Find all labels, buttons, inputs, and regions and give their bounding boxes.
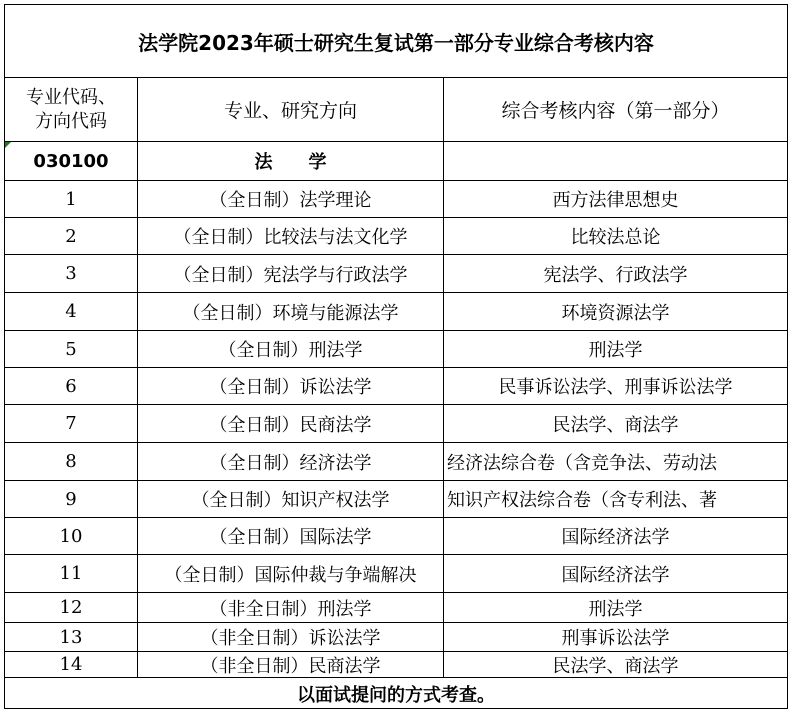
row-direction: （全日制）经济法学 — [138, 443, 444, 480]
table-title: 法学院2023年硕士研究生复试第一部分专业综合考核内容 — [138, 30, 654, 55]
row-content: 经济法综合卷（含竞争法、劳动法 — [447, 452, 717, 474]
table-footer: 以面试提问的方式考查。 — [5, 677, 787, 709]
header-code-line2: 方向代码 — [35, 110, 107, 132]
major-code: 030100 — [5, 142, 138, 180]
row-content: 民事诉讼法学、刑事诉讼法学 — [498, 377, 733, 398]
table-row — [5, 180, 787, 217]
row-number: 14 — [5, 652, 138, 677]
row-content: 民法学、商法学 — [552, 655, 679, 677]
row-number: 1 — [5, 181, 138, 217]
row-number: 3 — [5, 255, 138, 292]
row-number: 2 — [5, 218, 138, 254]
major-name: 法 学 — [138, 142, 444, 180]
row-direction: （全日制）民商法学 — [138, 405, 444, 442]
table-row — [5, 554, 787, 592]
header-direction: 专业、研究方向 — [138, 78, 444, 141]
row-number: 9 — [5, 481, 138, 517]
row-content: 比较法总论 — [570, 227, 661, 248]
row-direction: （全日制）法学理论 — [138, 181, 444, 217]
row-direction: （全日制）知识产权法学 — [138, 481, 444, 517]
major-content — [444, 142, 787, 180]
row-number: 12 — [5, 593, 138, 622]
row-direction: （全日制）宪法学与行政法学 — [138, 255, 444, 292]
row-direction: （全日制）国际仲裁与争端解决 — [138, 555, 444, 592]
table-row — [5, 480, 787, 517]
row-content: 刑事诉讼法学 — [561, 628, 670, 649]
row-content: 国际经济法学 — [561, 564, 670, 586]
row-content: 刑法学 — [588, 340, 643, 361]
table-row — [5, 254, 787, 292]
row-direction: （非全日制）民商法学 — [138, 652, 444, 677]
row-content: 西方法律思想史 — [552, 190, 679, 211]
header-code-line1: 专业代码、 — [26, 86, 116, 108]
table-row — [5, 404, 787, 442]
header-content: 综合考核内容（第一部分） — [501, 100, 730, 122]
table-row — [5, 592, 787, 622]
row-direction: （全日制）诉讼法学 — [138, 368, 444, 404]
table-row — [5, 330, 787, 367]
row-content: 知识产权法综合卷（含专利法、著 — [447, 490, 717, 511]
row-direction: （非全日制）刑法学 — [138, 593, 444, 622]
table-row — [5, 651, 787, 677]
row-number: 10 — [5, 518, 138, 554]
row-direction: （全日制）国际法学 — [138, 518, 444, 554]
row-content: 民法学、商法学 — [552, 414, 679, 436]
header-row — [5, 77, 787, 141]
row-content: 国际经济法学 — [561, 527, 670, 548]
row-direction: （非全日制）诉讼法学 — [138, 623, 444, 651]
table-row — [5, 442, 787, 480]
row-number: 6 — [5, 368, 138, 404]
row-number: 4 — [5, 293, 138, 330]
table-row — [5, 217, 787, 254]
row-number: 5 — [5, 331, 138, 367]
row-number: 11 — [5, 555, 138, 592]
row-number: 13 — [5, 623, 138, 651]
row-content: 刑法学 — [588, 598, 643, 620]
row-number: 7 — [5, 405, 138, 442]
row-content: 宪法学、行政法学 — [543, 264, 688, 286]
header-code — [5, 78, 138, 141]
table-row — [5, 292, 787, 330]
row-direction: （全日制）比较法与法文化学 — [138, 218, 444, 254]
table-row — [5, 517, 787, 554]
table-row — [5, 367, 787, 404]
assessment-table — [4, 4, 788, 709]
row-direction: （全日制）刑法学 — [138, 331, 444, 367]
row-number: 8 — [5, 443, 138, 480]
row-direction: （全日制）环境与能源法学 — [138, 293, 444, 330]
major-row — [5, 141, 787, 180]
table-row — [5, 622, 787, 651]
row-content: 环境资源法学 — [561, 302, 670, 324]
